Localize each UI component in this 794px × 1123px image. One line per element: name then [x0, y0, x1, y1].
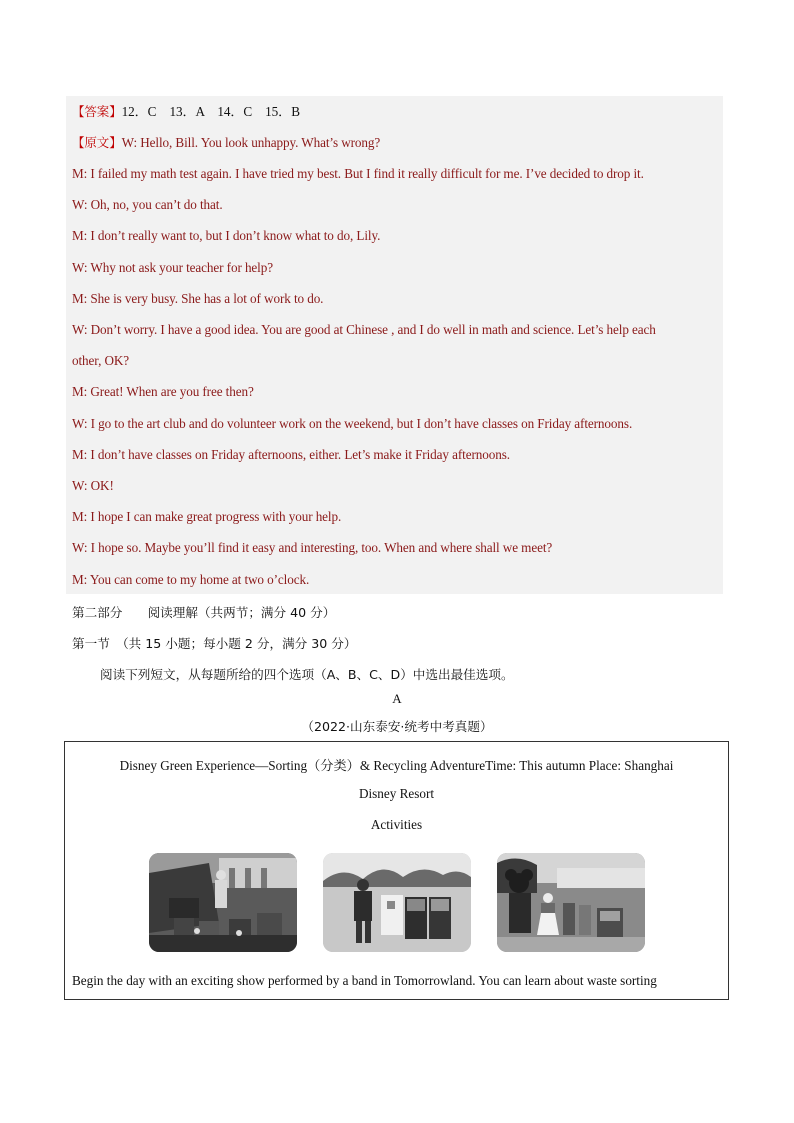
event-title-line: Disney Green Experience—Sorting（分类）& Recycling AdventureTime: This autumn Place: Shanghai	[119, 758, 674, 773]
dialogue-line: other, OK?	[72, 353, 130, 368]
dialogue-line: M: She is very busy. She has a lot of work to do.	[72, 291, 324, 306]
dialogue-line: W: Why not ask your teacher for help?	[72, 260, 273, 275]
subsection-heading: 第一节 （共 15 小题；每小题 2 分，满分 30 分）	[72, 636, 357, 651]
dialogue-line: M: Great! When are you free then?	[72, 384, 254, 399]
dialogue-line: W: Don’t worry. I have a good idea. You are good at Chinese , and I do well in math and science. Let’s help each	[72, 322, 656, 337]
dialogue-line: M: I hope I can make great progress with your help.	[72, 509, 342, 524]
passage-source: （2022·山东泰安·统考中考真题）	[301, 719, 493, 734]
dialogue-line: W: I go to the art club and do volunteer work on the weekend, but I don’t have classes on Friday afternoons.	[72, 416, 633, 431]
dialogue-line: W: Oh, no, you can’t do that.	[72, 197, 223, 212]
dialogue-line: M: I don’t really want to, but I don’t know what to do, Lily.	[72, 228, 381, 243]
dialogue-line: 【原文】W: Hello, Bill. You look unhappy. What’s wrong?	[72, 135, 381, 150]
instruction-text: 阅读下列短文，从每题所给的四个选项（A、B、C、D）中选出最佳选项。	[100, 667, 514, 682]
answer-text: 12．C 13．A 14．C 15．B	[121, 104, 300, 119]
recycling-bins-photo	[497, 853, 645, 952]
answer-line: 【答案】12．C 13．A 14．C 15．B	[72, 104, 300, 119]
dialogue-line: W: I hope so. Maybe you’ll find it easy and interesting, too. When and where shall we meet?	[72, 540, 553, 555]
section-heading: 第二部分 阅读理解（共两节；满分 40 分）	[72, 605, 336, 620]
event-place-line: Disney Resort	[358, 786, 435, 801]
dialogue-line: M: You can come to my home at two o’clock.	[72, 572, 310, 587]
passage-body: Begin the day with an exciting show performed by a band in Tomorrowland. You can learn about waste sorting	[72, 973, 657, 988]
dialogue-line: M: I failed my math test again. I have tried my best. But I find it really difficult for me. I’ve decided to drop it.	[72, 166, 644, 181]
activities-heading: Activities	[370, 817, 423, 832]
waste-sorting-photo	[323, 853, 471, 952]
band-show-photo	[149, 853, 297, 952]
dialogue-line: W: OK!	[72, 478, 114, 493]
dialogue-line: M: I don’t have classes on Friday afternoons, either. Let’s make it Friday afternoons.	[72, 447, 510, 462]
passage-letter: A	[392, 691, 402, 706]
